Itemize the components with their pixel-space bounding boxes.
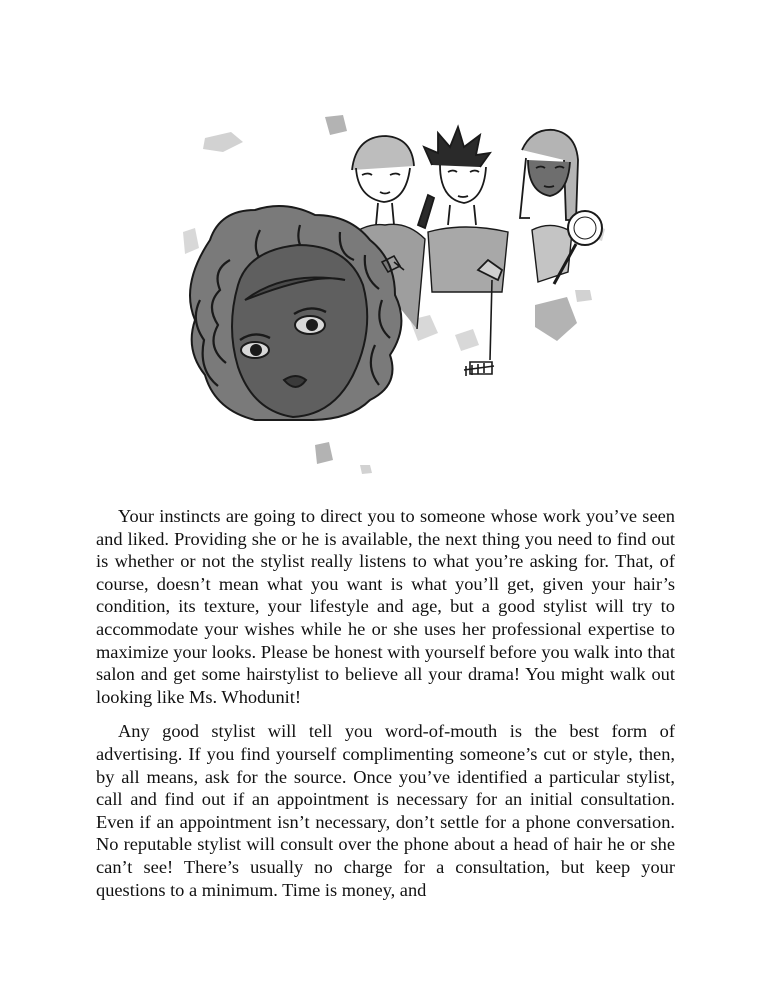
body-text bbox=[96, 505, 675, 913]
paragraph-1: Your instincts are going to direct you to someone whose work you’ve seen and liked. Providing she or he is available, the next thing you need to find out is whether or not the stylist really listens to what you’re asking for. That, of course, doesn’t mean what you want is what you’ll get, given your hair’s condition, its texture, your lifestyle and age, but a good stylist will try to accommodate your wishes while he or she uses her professional expertise to maximize your looks. Please be honest with yourself before you walk into that salon and get some hairstylist to believe all your drama! You might walk out looking like Ms. Whodunit! bbox=[96, 506, 675, 707]
paragraph-2: Any good stylist will tell you word-of-mouth is the best form of advertising. If you find yourself complimenting someone’s cut or style, then, by all means, ask for the source. Once you’ve identified a particular stylist, call and find out if an appointment is necessary for an initial consultation. Even if an appointment isn’t necessary, don’t settle for a phone conversation. No reputable stylist will consult over the phone about a head of hair he or she can’t see! There’s usually no charge for a consultation, but keep your questions to a minimum. Time is money, and bbox=[96, 721, 675, 900]
salon-illustration bbox=[150, 100, 630, 485]
woman-curly-hair bbox=[190, 206, 401, 420]
stylist-figure-right bbox=[520, 130, 602, 284]
